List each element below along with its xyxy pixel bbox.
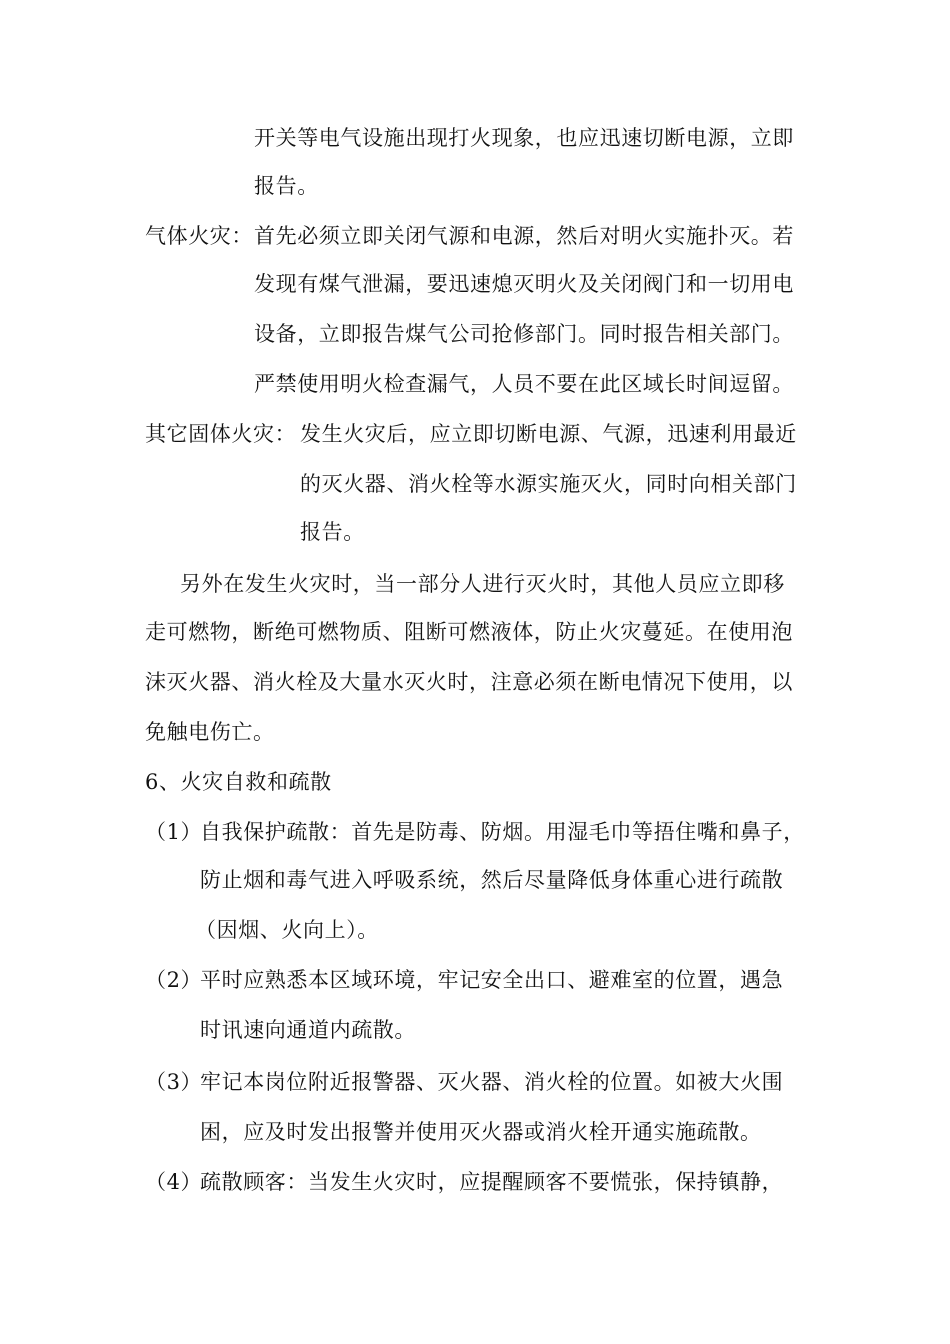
paragraph-line-4: 免触电伤亡。: [145, 720, 275, 744]
item-1-line-3: （因烟、火向上）。: [195, 918, 379, 942]
gas-fire-line-1: 首先必须立即关闭气源和电源，然后对明火实施扑灭。若: [254, 224, 794, 248]
item-1-line-2: 防止烟和毒气进入呼吸系统，然后尽量降低身体重心进行疏散: [200, 868, 784, 892]
solid-fire-line-3: 报告。: [300, 520, 365, 544]
item-1-line-1: 自我保护疏散：首先是防毒、防烟。用湿毛巾等捂住嘴和鼻子，: [200, 820, 805, 844]
paragraph-line-2: 走可燃物，断绝可燃物质、阻断可燃液体，防止火灾蔓延。在使用泡: [145, 620, 793, 644]
item-3-line-2: 困，应及时发出报警并使用灭火器或消火栓开通实施疏散。: [200, 1120, 762, 1144]
gas-fire-line-3: 设备，立即报告煤气公司抢修部门。同时报告相关部门。: [254, 322, 794, 346]
solid-fire-line-2: 的灭火器、消火栓等水源实施灭火，同时向相关部门: [300, 472, 797, 496]
gas-fire-line-4: 严禁使用明火检查漏气，人员不要在此区域长时间逗留。: [254, 372, 794, 396]
gas-fire-line-2: 发现有煤气泄漏，要迅速熄灭明火及关闭阀门和一切用电: [254, 272, 794, 296]
paragraph-line-1: 另外在发生火灾时，当一部分人进行灭火时，其他人员应立即移: [180, 572, 785, 596]
item-3-line-1: 牢记本岗位附近报警器、灭火器、消火栓的位置。如被大火围: [200, 1070, 784, 1094]
item-4-line-1: 疏散顾客：当发生火灾时，应提醒顾客不要慌张，保持镇静，: [200, 1170, 784, 1194]
paragraph-line-3: 沫灭火器、消火栓及大量水灭火时，注意必须在断电情况下使用，以: [145, 670, 793, 694]
item-1-marker: （1）: [145, 820, 203, 844]
item-4-marker: （4）: [145, 1170, 203, 1194]
item-3-marker: （3）: [145, 1070, 203, 1094]
electric-fire-line-2: 报告。: [254, 174, 319, 198]
solid-fire-label: 其它固体火灾：: [145, 422, 297, 446]
solid-fire-line-1: 发生火灾后，应立即切断电源、气源，迅速利用最近: [300, 422, 797, 446]
electric-fire-line-1: 开关等电气设施出现打火现象，也应迅速切断电源，立即: [254, 126, 794, 150]
section-heading: 6、火灾自救和疏散: [145, 770, 332, 794]
item-2-line-1: 平时应熟悉本区域环境，牢记安全出口、避难室的位置，遇急: [200, 968, 784, 992]
item-2-line-2: 时讯速向通道内疏散。: [200, 1018, 416, 1042]
item-2-marker: （2）: [145, 968, 203, 992]
gas-fire-label: 气体火灾：: [145, 224, 253, 248]
